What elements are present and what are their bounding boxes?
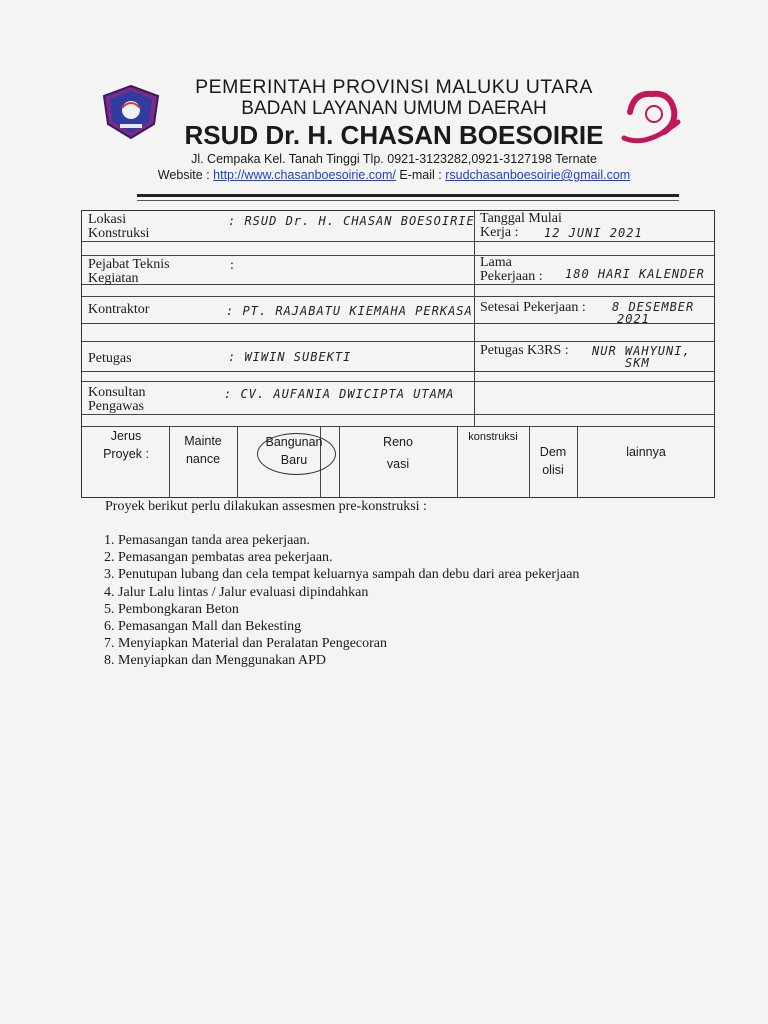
pejabat-label-2: Kegiatan [88, 271, 139, 286]
option-konstruksi[interactable]: konstruksi [468, 431, 518, 443]
letterhead-rule-thin [137, 200, 679, 201]
jenis-proyek-label: Jerus Proyek : [103, 429, 149, 461]
hospital-title: RSUD Dr. H. CHASAN BOESOIRIE [184, 120, 604, 150]
k3rs-value: NUR WAHYUNI, [592, 344, 691, 358]
government-heading: PEMERINTAH PROVINSI MALUKU UTARA [195, 76, 593, 98]
k3rs-label: Petugas K3RS : [480, 343, 569, 358]
letterhead-rule [137, 194, 679, 197]
option-demolisi[interactable]: Dem olisi [539, 445, 567, 477]
konsultan-label-2: Pengawas [88, 399, 144, 414]
row-divider [82, 341, 714, 342]
list-item: 7. Menyiapkan Material dan Peralatan Pengecoran [104, 636, 388, 652]
list-item: 6. Pemasangan Mall dan Bekesting [104, 619, 302, 635]
selesai-label: Setesai Pekerjaan : [480, 300, 586, 315]
list-item: 2. Pemasangan pembatas area pekerjaan. [104, 550, 333, 566]
list-item: 8. Menyiapkan dan Menggunakan APD [104, 653, 327, 669]
option-lainnya[interactable]: lainnya [626, 445, 666, 459]
list-item: 4. Jalur Lalu lintas / Jalur evaluasi dipindahkan [104, 584, 369, 600]
column-divider [339, 426, 340, 498]
list-item: 1. Pemasangan tanda area pekerjaan. [104, 533, 311, 548]
tanggal-label: Tanggal Mulai [480, 211, 562, 226]
kontraktor-value: : PT. RAJABATU KIEMAHA PERKASA [226, 304, 473, 318]
website-label: Website : [157, 168, 214, 182]
pejabat-label: Pejabat Teknis [88, 257, 170, 272]
lokasi-value: : RSUD Dr. H. CHASAN BOESOIRIE [228, 214, 475, 228]
petugas-value: : WIWIN SUBEKTI [228, 350, 352, 364]
lama-value: 180 HARI KALENDER [565, 267, 705, 281]
row-divider [82, 414, 714, 415]
konsultan-label: Konsultan [88, 385, 146, 400]
column-divider [457, 426, 458, 498]
column-divider [577, 426, 578, 498]
lama-label: Lama [480, 255, 512, 270]
konsultan-value: : CV. AUFANIA DWICIPTA UTAMA [224, 387, 455, 401]
selesai-value: 8 DESEMBER [612, 300, 695, 314]
option-renovasi[interactable]: Reno vasi [383, 435, 413, 471]
row-divider [82, 296, 714, 297]
tanggal-value: 12 JUNI 2021 [544, 226, 643, 240]
agency-heading: BADAN LAYANAN UMUM DAERAH [241, 98, 547, 119]
column-divider [474, 211, 475, 426]
pejabat-value: : [230, 258, 234, 273]
option-maintenance[interactable]: Mainte nance [184, 434, 222, 466]
hospital-address: Jl. Cempaka Kel. Tanah Tinggi Tlp. 0921-3123282,0921-3127198 Ternate [191, 152, 597, 166]
contact-line [0, 168, 768, 182]
row-divider [82, 371, 714, 372]
row-divider [82, 255, 714, 256]
petugas-label: Petugas [88, 351, 132, 366]
lokasi-label-2: Konstruksi [88, 226, 150, 241]
k3rs-value-2: SKM [625, 356, 650, 370]
row-divider [82, 426, 714, 427]
preconstruction-steps-list [104, 532, 579, 670]
website-link[interactable]: http://www.chasanboesoirie.com/ [213, 168, 396, 182]
tanggal-label-2: Kerja : [480, 225, 519, 240]
email-link[interactable]: rsudchasanboesoirie@gmail.com [445, 168, 631, 182]
selesai-value-year: 2021 [617, 312, 650, 326]
row-divider [82, 284, 714, 285]
kontraktor-label: Kontraktor [88, 302, 150, 317]
row-divider [82, 241, 714, 242]
email-label: E-mail : [395, 168, 446, 182]
assessment-intro: Proyek berikut perlu dilakukan assesmen pre-konstruksi : [105, 499, 427, 514]
column-divider [237, 426, 238, 498]
list-item: 5. Pembongkaran Beton [104, 601, 239, 617]
row-divider [82, 381, 714, 382]
lokasi-label: Lokasi [88, 212, 127, 227]
list-item: 3. Penutupan lubang dan cela tempat keluarnya sampah dan debu dari area pekerjaan [104, 567, 580, 583]
lama-label-2: Pekerjaan : [480, 269, 543, 284]
option-bangunan-baru[interactable]: Bangunan Baru [265, 435, 323, 467]
project-info-form [81, 210, 715, 498]
